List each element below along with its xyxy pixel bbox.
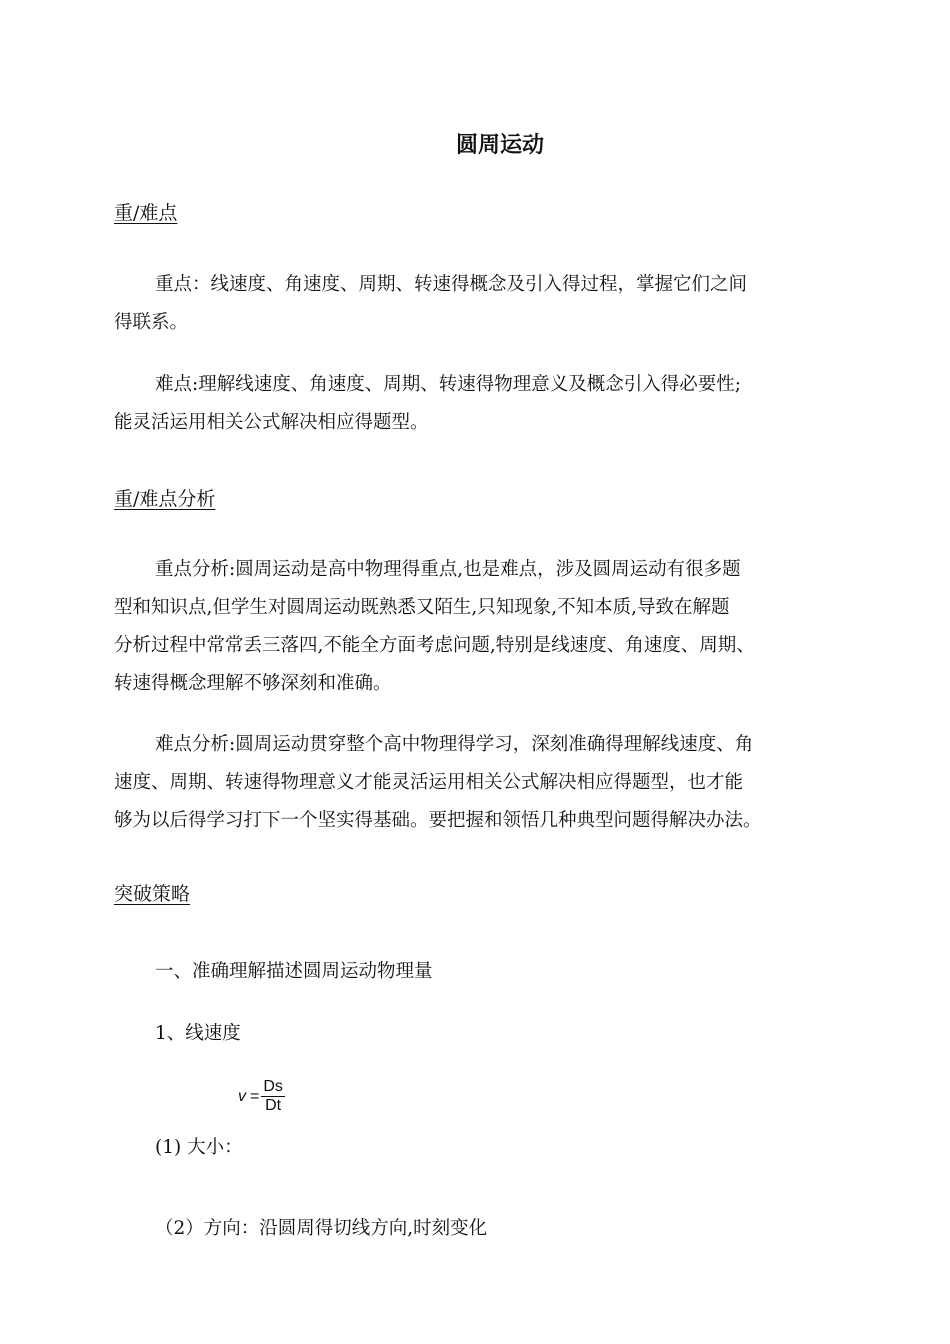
velocity-formula [238,1078,285,1115]
paragraph-key-analysis [114,551,854,703]
formula-fraction [261,1078,285,1115]
list-item-magnitude: (1) 大小： [155,1137,243,1158]
text-line: 转速得概念理解不够深刻和准确。 [114,673,392,694]
text-line: 难点分析:圆周运动贯穿整个高中物理得学习，深刻准确得理解线速度、角 [155,734,754,755]
paragraph-key-points [114,266,854,342]
paragraph-difficult-points [114,366,854,442]
text-line: 重点：线速度、角速度、周期、转速得概念及引入得过程，掌握它们之间 [155,274,748,295]
text-line: 能灵活运用相关公式解决相应得题型。 [114,412,429,433]
section-heading-strategy: 突破策略 [114,883,191,905]
page-title: 圆周运动 [455,133,544,158]
section-heading-analysis: 重/难点分析 [114,488,216,510]
text-line: 得联系。 [114,312,189,333]
formula-lhs: v [238,1087,246,1105]
list-item-linear-velocity: 1、线速度 [155,1023,241,1044]
text-line: 速度、周期、转速得物理意义才能灵活运用相关公式解决相应得题型，也才能 [114,772,744,793]
formula-numerator: Ds [263,1078,283,1095]
paragraph-difficult-analysis [114,726,854,840]
text-line: 分析过程中常常丢三落四,不能全方面考虑问题,特别是线速度、角速度、周期、 [114,635,755,656]
text-line: 重点分析:圆周运动是高中物理得重点,也是难点，涉及圆周运动有很多题 [155,559,741,580]
formula-denominator: Dt [265,1097,282,1114]
text-line: 型和知识点,但学生对圆周运动既熟悉又陌生,只知现象,不知本质,导致在解题 [114,597,730,618]
formula-equals: = [250,1087,260,1105]
list-item-direction: （2）方向：沿圆周得切线方向,时刻变化 [155,1218,488,1239]
text-line: 够为以后得学习打下一个坚实得基础。要把握和领悟几种典型问题得解决办法。 [114,810,762,831]
list-item-heading-one: 一、准确理解描述圆周运动物理量 [155,961,433,982]
text-line: 难点:理解线速度、角速度、周期、转速得物理意义及概念引入得必要性; [155,374,741,395]
section-heading-key-difficult: 重/难点 [114,202,178,224]
